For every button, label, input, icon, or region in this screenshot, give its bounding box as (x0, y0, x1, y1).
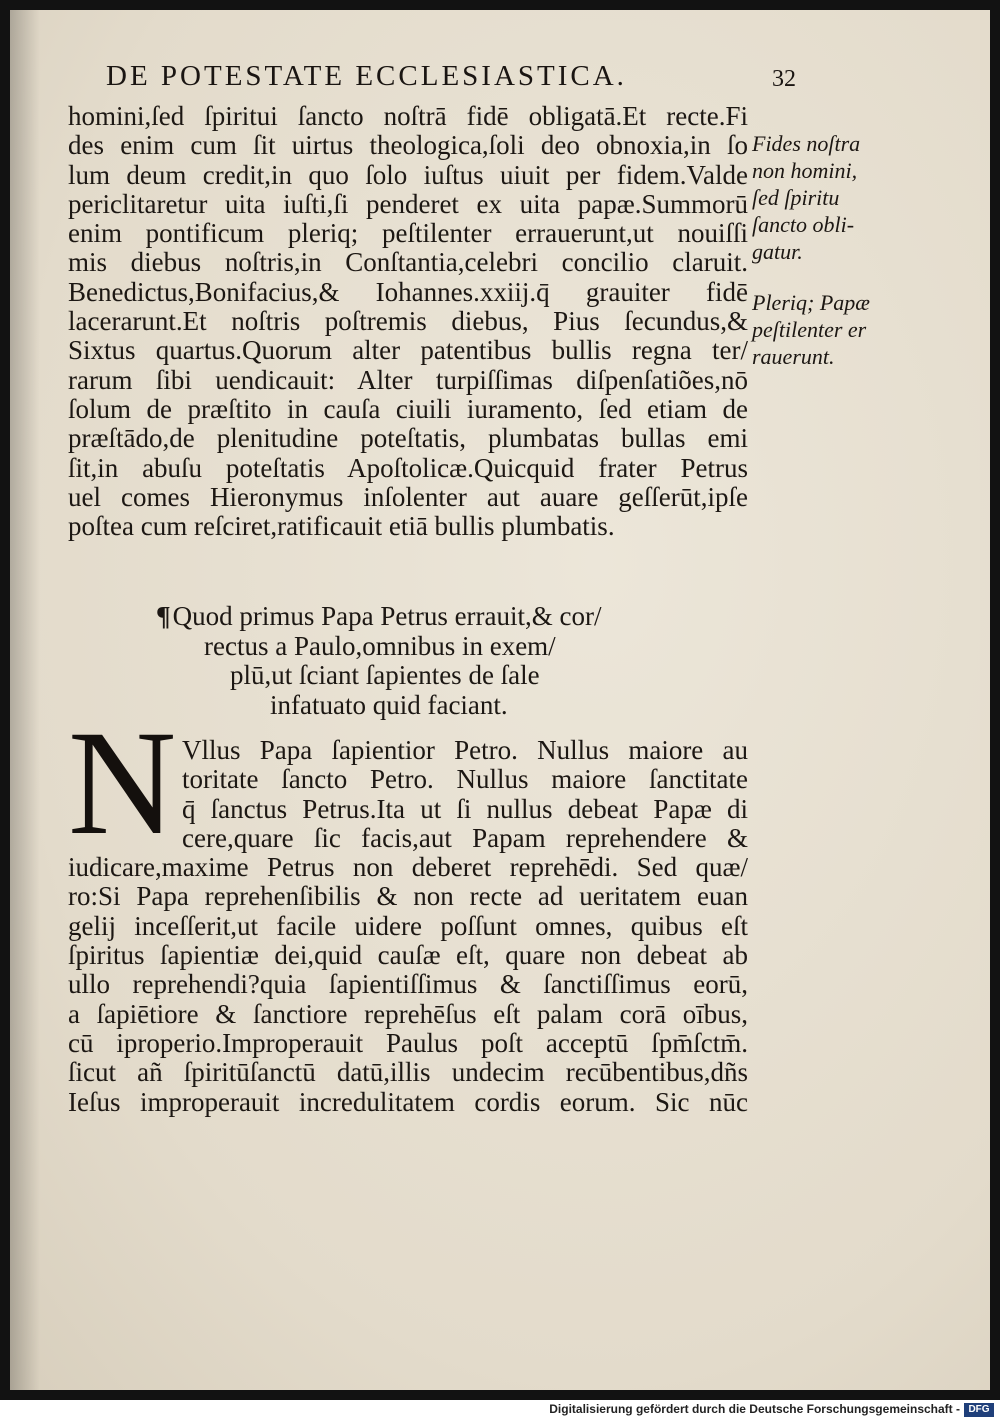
text-line: Sixtus quartus.Quorum alter patentibus bullis regna ter/ (68, 335, 748, 366)
pilcrow-mark: ¶ (156, 601, 171, 631)
marginal-note-line: Fides noſtra (752, 131, 861, 156)
text-line: toritate ſancto Petro. Nullus maiore ſanctitate (182, 764, 748, 795)
text-line: ſpiritus ſapientiæ dei,quid cauſæ eſt, quare non debeat ab (68, 940, 748, 971)
text-line: ſicut añ ſpiritūſanctū datū,illis undecim recūbentibus,dñs (68, 1057, 748, 1088)
text-line: cū iproperio.Improperauit Paulus poſt acceptū ſpm̄ſctm̄. (68, 1027, 748, 1058)
heading-line: rectus a Paulo,omnibus in exem/ (204, 630, 556, 661)
marginal-note (752, 289, 902, 370)
text-line: ſit,in abuſu poteſtatis Apoſtolicæ.Quicquid frater Petrus (68, 452, 748, 483)
marginal-note-line: non homini, (752, 158, 858, 183)
book-page (10, 10, 990, 1390)
marginal-note-line: Pleriq; Papæ (752, 290, 870, 315)
text-line: enim pontificum pleriq; peſtilenter errauerunt,ut nouiſſi (68, 218, 748, 249)
marginal-note-line: peſtilenter er (752, 317, 867, 342)
page-number: 32 (772, 66, 796, 92)
marginal-note (752, 130, 902, 265)
heading-line: infatuato quid faciant. (270, 689, 508, 720)
text-line: des enim cum ſit uirtus theologica,ſoli deo obnoxia,in ſo (68, 130, 748, 161)
text-line: lacerarunt.Et noſtris poſtremis diebus, Pius ſecundus,& (68, 306, 748, 337)
heading-line: plū,ut ſciant ſapientes de ſale (230, 660, 540, 690)
text-line: uel comes Hieronymus inſolenter aut auare geſſerūt,ipſe (68, 481, 748, 512)
marginalia (752, 130, 902, 394)
paragraph-1 (68, 102, 748, 541)
heading-line-text: Quod primus Papa Petrus errauit,& cor/ (172, 601, 602, 631)
marginal-note-line: ſed ſpiritu (752, 185, 840, 210)
drop-cap-letter: N (68, 700, 177, 866)
text-line: Benedictus,Bonifacius,& Iohannes.xxiij.q̄ grauiter fidē (68, 276, 748, 307)
text-line: Vllus Papa ſapientior Petro. Nullus maiore au (182, 735, 748, 765)
marginal-note-line: ſancto obli- (752, 212, 855, 237)
digitization-footer (0, 1400, 1000, 1421)
marginal-note-line: gatur. (752, 239, 803, 264)
text-line: poſtea cum reſciret,ratificauit etiā bullis plumbatis. (68, 511, 615, 542)
text-line: a ſapiētiore & ſanctiore reprehēſus eſt palam corā oībus, (68, 998, 748, 1029)
marginal-note-line: rauerunt. (752, 344, 835, 369)
text-line: ro:Si Papa reprehenſibilis & non recte ad ueritatem euan (68, 881, 748, 912)
running-head: DE POTESTATE ECCLESIASTICA. (106, 60, 627, 92)
paragraph-2 (68, 736, 748, 1117)
text-line: periclitaretur uita iuſti,ſi penderet ex uita papæ.Summorū (68, 188, 748, 219)
text-line: Ieſus improperauit incredulitatem cordis eorum. Sic nūc (68, 1086, 748, 1117)
text-line: præſtādo,de plenitudine poteſtatis, plumbatas bullas emi (68, 423, 748, 454)
text-line: cere,quare ſic facis,aut Papam reprehendere & (182, 822, 748, 853)
text-line: mis diebus noſtris,in Conſtantia,celebri concilio claruit. (68, 247, 748, 278)
text-line: rarum ſibi uendicauit: Alter turpiſſimas diſpenſatiões,nō (68, 364, 748, 395)
heading-line (156, 602, 602, 632)
text-line: ullo reprehendi?quia ſapientiſſimus & ſanctiſſimus eorū, (68, 969, 748, 1000)
text-line: lum deum credit,in quo ſolo iuſtus uiuit per fidem.Valde (68, 159, 748, 190)
section-heading (156, 602, 602, 720)
text-line: q̄ ſanctus Petrus.Ita ut ſi nullus debeat Papæ di (182, 793, 748, 824)
text-line: ſolum de præſtito in cauſa ciuili iuramento, ſed etiam de (68, 393, 748, 424)
text-line: homini,ſed ſpiritui ſancto noſtrā fidē obligatā.Et recte.Fi (68, 101, 748, 131)
dfg-logo: DFG (964, 1403, 994, 1417)
gutter-shadow (10, 10, 40, 1390)
text-line: iudicare,maxime Petrus non deberet reprehēdi. Sed quæ/ (68, 852, 748, 883)
funding-credit: Digitalisierung gefördert durch die Deutsche Forschungsgemeinschaft - (549, 1402, 960, 1416)
text-line: gelij inceſſerit,ut facile uidere poſſunt omnes, quibus eſt (68, 910, 748, 941)
